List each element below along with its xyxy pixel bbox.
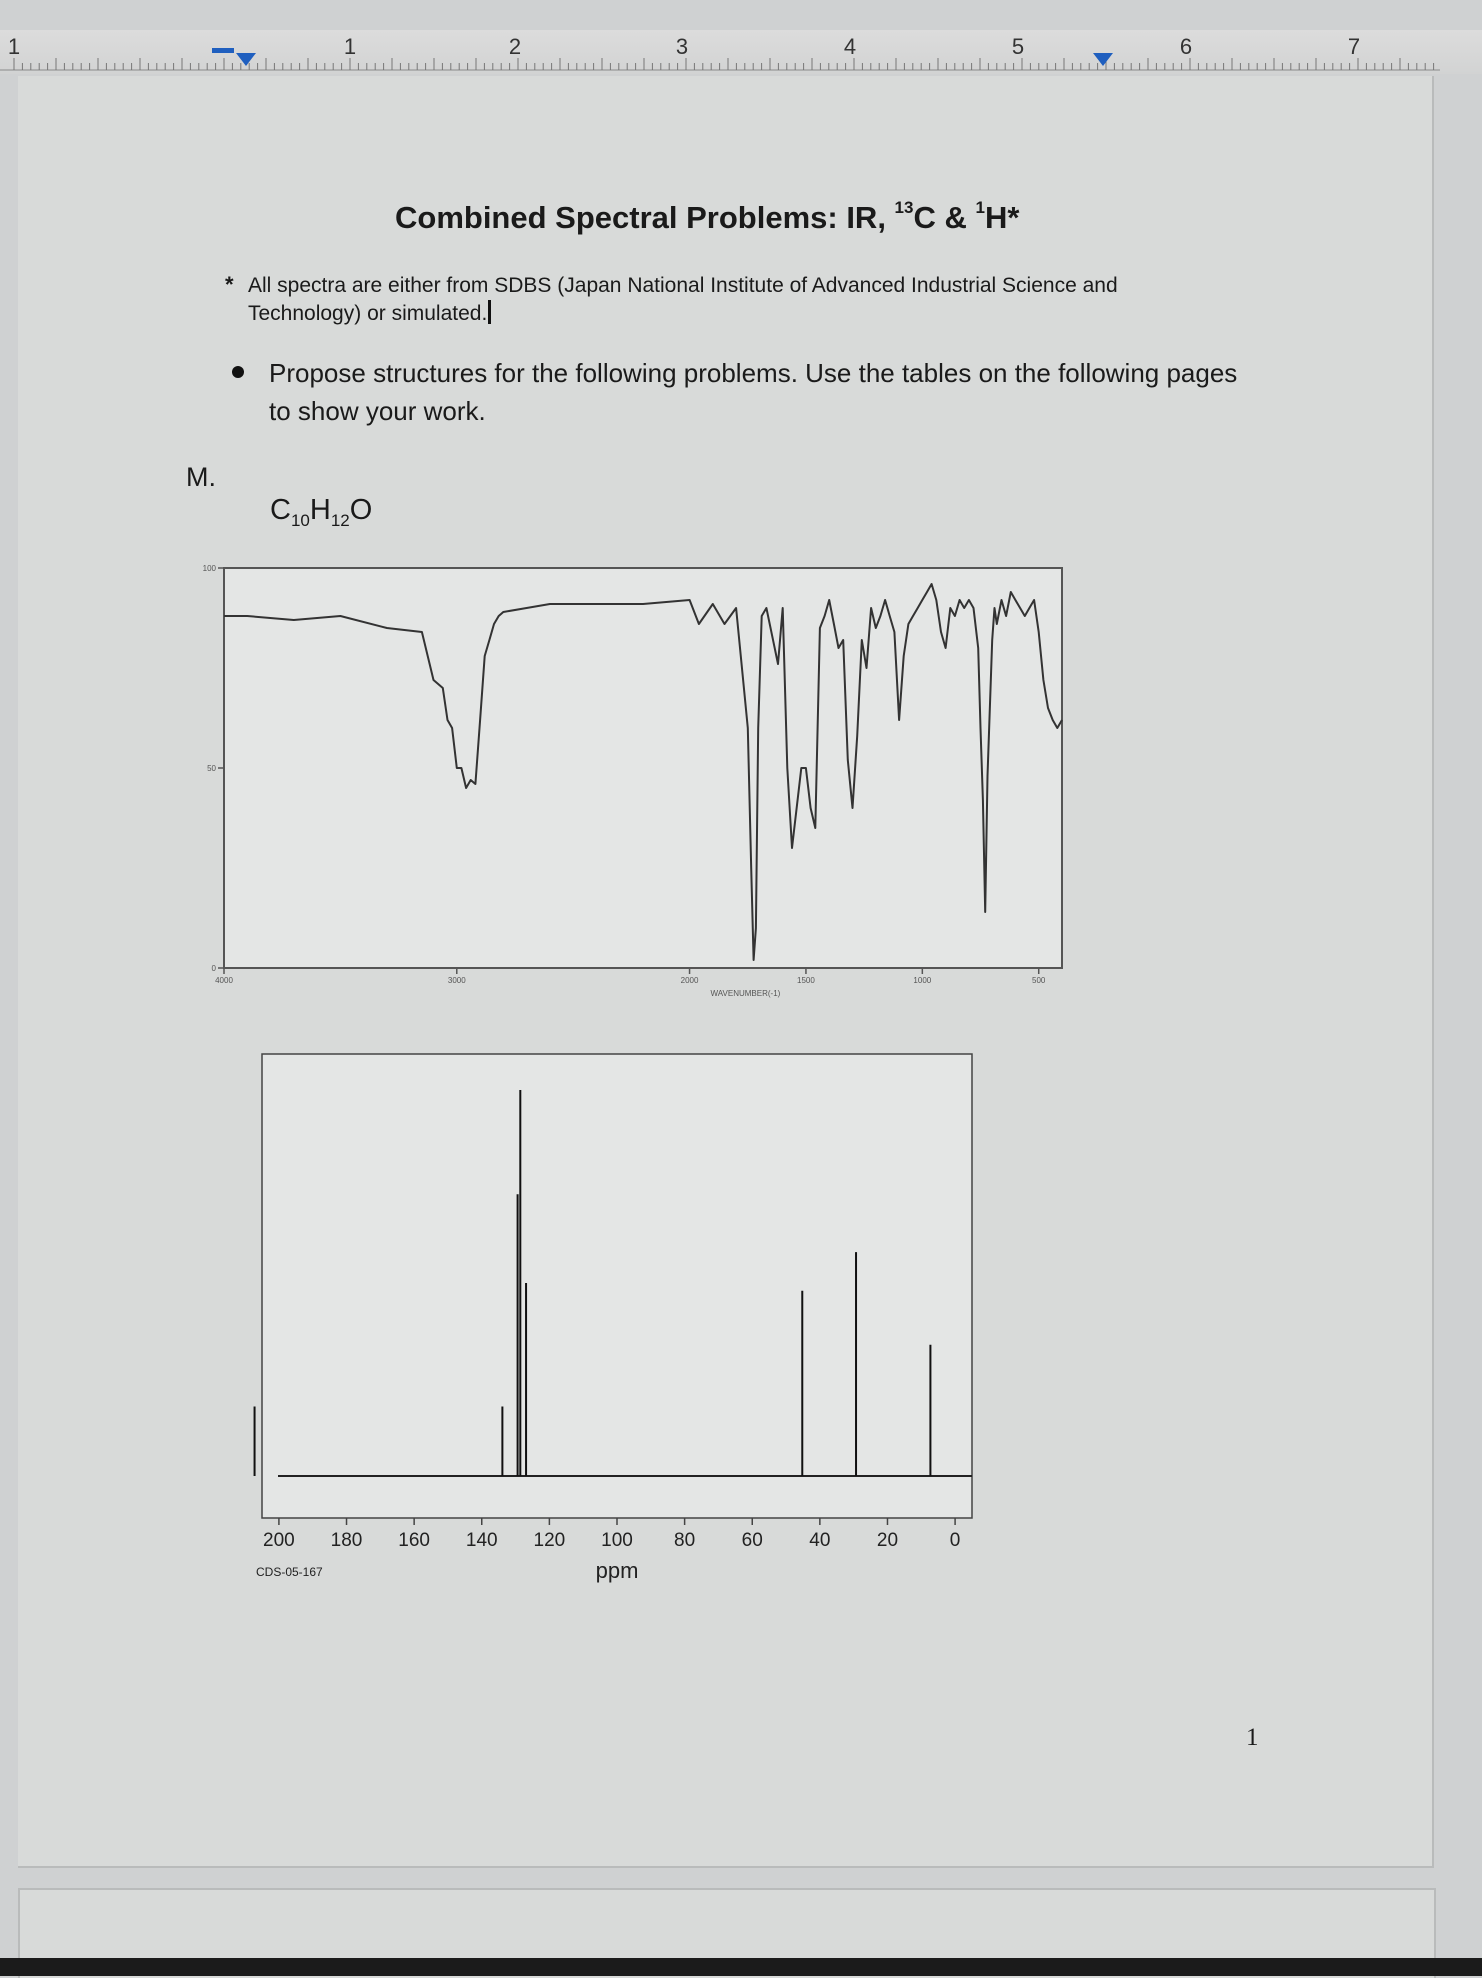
c13-superscript: 13 xyxy=(894,198,914,217)
ir-x-tick-label: 3000 xyxy=(447,976,466,985)
instruction-text: Propose structures for the following problems. Use the tables on the following pages to show your work. xyxy=(269,358,1238,426)
nmr-x-tick-label: 0 xyxy=(949,1530,961,1551)
page-title xyxy=(395,200,1019,236)
ir-spectrum-chart xyxy=(170,548,1080,1018)
nmr-annotation: CDS-05-167 xyxy=(256,1565,323,1579)
nmr-x-tick-label: 120 xyxy=(533,1530,566,1551)
problem-label: M. xyxy=(186,462,216,492)
nmr-x-tick-label: 160 xyxy=(398,1530,430,1551)
window-bottom-edge xyxy=(0,1958,1482,1976)
ir-x-tick-label: 500 xyxy=(1032,976,1046,985)
left-indent-marker-icon[interactable] xyxy=(236,53,256,66)
ruler-number-5: 5 xyxy=(1011,34,1025,59)
ir-y-tick-label: 0 xyxy=(211,964,216,973)
formula-h: H xyxy=(309,494,331,526)
ir-x-axis-label: WAVENUMBER(-1) xyxy=(710,989,781,998)
ruler-number-2: 2 xyxy=(508,34,522,59)
nmr-x-tick-label: 180 xyxy=(330,1530,363,1551)
nmr-x-tick-label: 80 xyxy=(674,1530,696,1551)
formula-h-count: 12 xyxy=(330,510,350,530)
source-note[interactable] xyxy=(248,272,1148,328)
title-carbon: C & xyxy=(913,200,976,235)
ir-y-tick-label: 100 xyxy=(202,564,216,573)
page-number: 1 xyxy=(1246,1724,1259,1751)
nmr-x-tick-label: 140 xyxy=(465,1530,498,1551)
note-asterisk: * xyxy=(225,272,234,297)
bullet-icon xyxy=(232,366,244,378)
ruler-left-label: 1 xyxy=(7,34,21,59)
first-line-indent-marker-icon[interactable] xyxy=(212,48,234,53)
ruler-number-7: 7 xyxy=(1347,34,1361,59)
nmr-plot-frame xyxy=(262,1054,972,1518)
ir-x-tick-label: 4000 xyxy=(215,976,233,985)
title-hydrogen: H* xyxy=(984,200,1020,235)
nmr-x-tick-label: 20 xyxy=(876,1530,899,1551)
formula-c: C xyxy=(270,494,291,526)
source-note-text: All spectra are either from SDBS (Japan National Institute of Advanced Industrial Science and Technology) or simulated. xyxy=(248,274,1118,325)
right-indent-marker-icon[interactable] xyxy=(1093,53,1113,66)
molecular-formula xyxy=(270,494,372,531)
h1-superscript: 1 xyxy=(975,198,985,217)
ruler-number-1: 1 xyxy=(343,34,357,59)
ir-y-tick-label: 50 xyxy=(207,764,216,773)
nmr-x-tick-label: 100 xyxy=(601,1530,633,1551)
formula-c-count: 10 xyxy=(290,510,310,530)
ruler-number-6: 6 xyxy=(1179,34,1193,59)
ruler-number-3: 3 xyxy=(675,34,689,59)
ir-plot-frame xyxy=(224,568,1062,968)
nmr-x-tick-label: 40 xyxy=(809,1530,831,1551)
ir-x-tick-label: 1000 xyxy=(913,976,932,985)
ir-x-tick-label: 1500 xyxy=(797,976,815,985)
c13-nmr-chart xyxy=(240,1038,1020,1598)
nmr-x-axis-label: ppm xyxy=(595,1558,639,1583)
nmr-x-tick-label: 60 xyxy=(741,1530,763,1551)
nmr-x-tick-label: 200 xyxy=(263,1530,295,1551)
ruler-number-4: 4 xyxy=(843,34,857,59)
text-cursor xyxy=(488,300,491,324)
title-prefix: Combined Spectral Problems: IR, xyxy=(395,200,895,235)
horizontal-ruler[interactable] xyxy=(0,30,1482,74)
formula-o: O xyxy=(349,494,373,526)
ir-x-tick-label: 2000 xyxy=(680,976,699,985)
